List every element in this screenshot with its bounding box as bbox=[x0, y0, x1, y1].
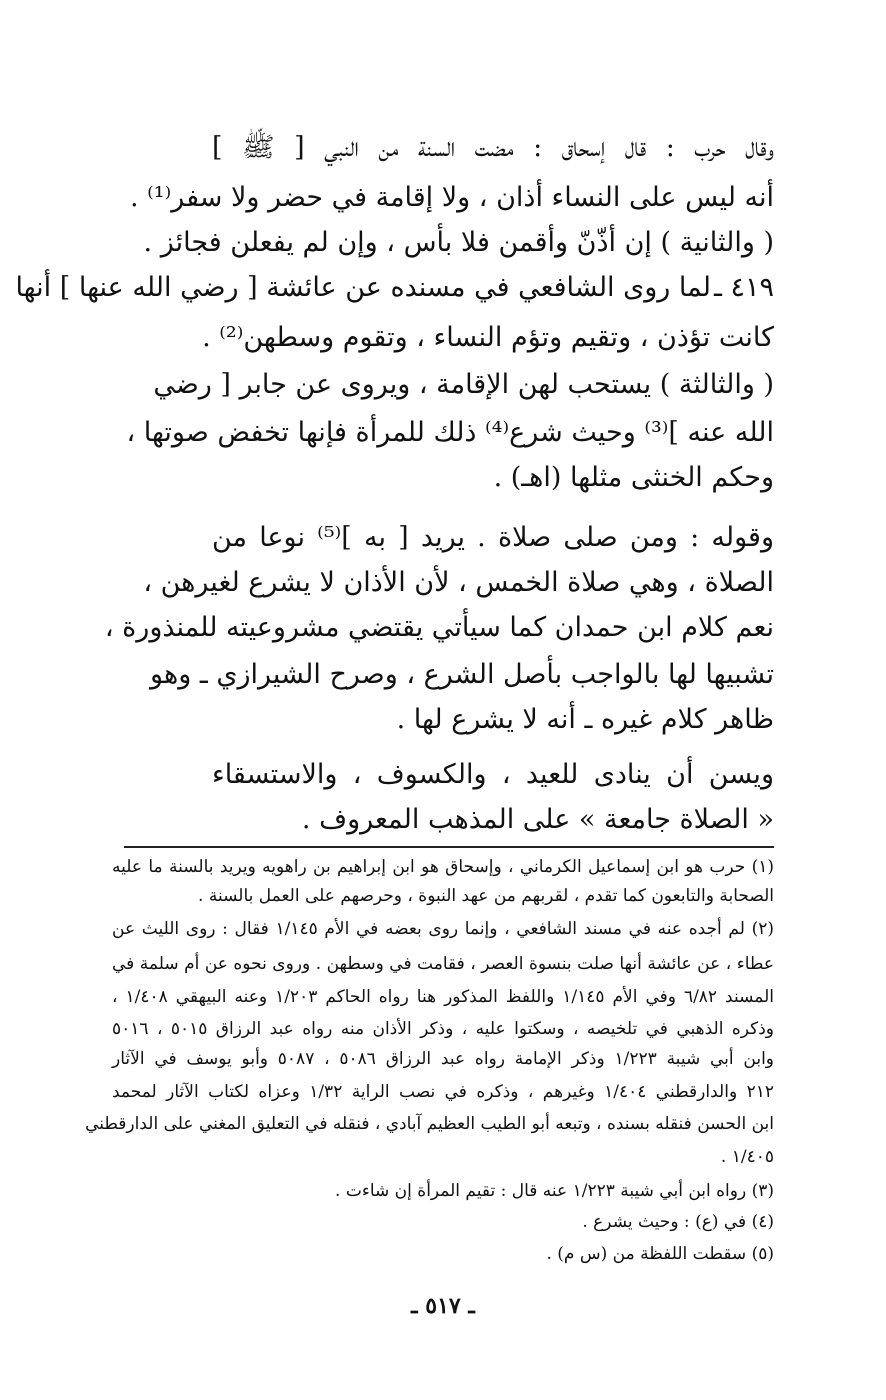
main-text-line: نعم كلام ابن حمدان كما سيأتي يقتضي مشروعيته للمنذورة ، bbox=[104, 612, 774, 643]
footnote-line: (٤) في (ع) : وحيث يشرع . bbox=[582, 1212, 774, 1232]
footnote-line: ١/٤٠٥ . bbox=[720, 1147, 774, 1167]
footnote-line: الصحابة والتابعون كما تقدم ، لقربهم من عهد النبوة ، وحرصهم على العمل بالسنة . bbox=[198, 886, 774, 906]
main-text-line: ( والثانية ) إن أذّنّ وأقمن فلا بأس ، وإن لم يفعلن فجائز . bbox=[143, 227, 774, 258]
entry-number: ٤١٩ ـ bbox=[713, 272, 774, 303]
footnote-line: (٢) لم أجده عنه في مسند الشافعي ، وإنما روى بعضه في الأم ١/١٤٥ فقال : روى الليث عن bbox=[112, 919, 774, 939]
main-text-line: وقال حرب : قال إسحاق : مضت السنة من النبي [ ﷺ ] bbox=[212, 132, 774, 163]
main-text-line: أنه ليس على النساء أذان ، ولا إقامة في حضر ولا سفر⁽¹⁾ . bbox=[130, 182, 774, 213]
footnote-line: ابن الحسن فنقله بسنده ، وتبعه أبو الطيب العظيم آبادي ، فنقله في التعليق المغني على الدارقطني bbox=[85, 1114, 774, 1134]
footnote-line: وذكره الذهبي في تلخيصه ، وسكتوا عليه ، وذكر الأذان منه رواه عبد الرزاق ٥٠١٥ ، ٥٠١٦ bbox=[112, 1019, 775, 1039]
footnote-line: عطاء ، عن عائشة أنها صلت بنسوة العصر ، فقامت في وسطهن . وروى نحوه عن أم سلمة في bbox=[112, 954, 774, 974]
footnote-line: ٢١٢ والدارقطني ١/٤٠٤ وغيرهم ، وذكره في نصب الراية ١/٣٢ وعزاه لكتاب الآثار لمحمد bbox=[112, 1082, 774, 1102]
main-text-line: تشبيها لها بالواجب بأصل الشرع ، وصرح الشيرازي ـ وهو bbox=[150, 659, 774, 690]
main-text-line: كانت تؤذن ، وتقيم وتؤم النساء ، وتقوم وسطهن⁽²⁾ . bbox=[202, 322, 774, 353]
footnote-separator bbox=[124, 846, 774, 848]
footnote-line: (٣) رواه ابن أبي شيبة ١/٢٢٣ عنه قال : تقيم المرأة إن شاءت . bbox=[335, 1181, 774, 1201]
main-text-line: « الصلاة جامعة » على المذهب المعروف . bbox=[301, 804, 774, 835]
footnote-line: المسند ٦/٨٢ وفي الأم ١/١٤٥ واللفظ المذكور هنا رواه الحاكم ١/٢٠٣ وعنه البيهقي ١/٤٠٨ ، bbox=[112, 987, 774, 1007]
main-text-line: الله عنه ]⁽³⁾ وحيث شرع⁽⁴⁾ ذلك للمرأة فإنها تخفض صوتها ، bbox=[126, 417, 774, 448]
main-text-line: ويسن أن ينادى للعيد ، والكسوف ، والاستسقاء bbox=[212, 759, 774, 790]
footnote-line: (٥) سقطت اللفظة من (س م) . bbox=[546, 1244, 774, 1264]
main-text-line: لما روى الشافعي في مسنده عن عائشة [ رضي الله عنها ] أنها bbox=[15, 272, 711, 303]
main-text-line: ظاهر كلام غيره ـ أنه لا يشرع لها . bbox=[396, 704, 774, 735]
page-number: ـ ٥١٧ ـ bbox=[411, 1293, 475, 1319]
footnote-line: (١) حرب هو ابن إسماعيل الكرماني ، وإسحاق هو ابن إبراهيم بن راهويه ويريد بالسنة ما عليه bbox=[112, 857, 774, 877]
main-text-line: ( والثالثة ) يستحب لهن الإقامة ، ويروى عن جابر [ رضي bbox=[153, 369, 774, 400]
main-text-line: وقوله : ومن صلى صلاة . يريد [ به ]⁽⁵⁾ نوعا من bbox=[212, 522, 774, 553]
main-text-line: الصلاة ، وهي صلاة الخمس ، لأن الأذان لا يشرع لغيرهن ، bbox=[143, 567, 774, 598]
main-text-line: وحكم الخنثى مثلها (اهـ) . bbox=[493, 462, 774, 493]
footnote-line: وابن أبي شيبة ١/٢٢٣ وذكر الإمامة رواه عبد الرزاق ٥٠٨٦ ، ٥٠٨٧ وأبو يوسف في الآثار bbox=[112, 1049, 774, 1069]
